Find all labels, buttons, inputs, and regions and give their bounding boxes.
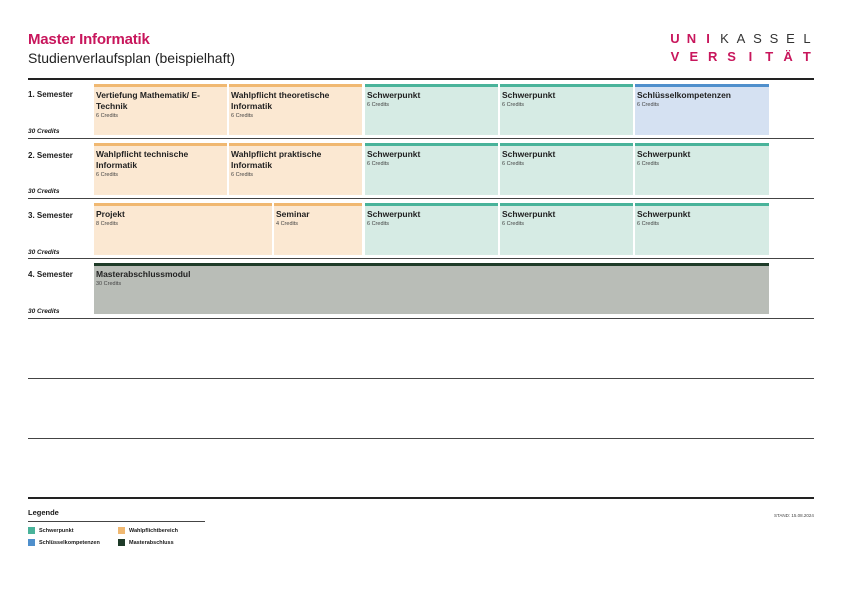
logo-letter: T: [765, 49, 774, 64]
module-title: Wahlpflicht praktische Informatik: [231, 149, 322, 170]
semester-label: 4. Semester: [28, 270, 73, 279]
logo-letter: Ä: [783, 49, 793, 64]
semester-label: 2. Semester: [28, 151, 73, 160]
logo-letter: V: [670, 49, 680, 64]
legend-swatch: [118, 539, 125, 546]
legend-item-wahlpflichtbereich: [118, 527, 178, 534]
logo-letter: K: [720, 31, 729, 46]
module-title: Schwerpunkt: [637, 209, 691, 219]
legend-swatch: [28, 527, 35, 534]
legend-label: Schlüsselkompetenzen: [39, 539, 100, 546]
stand-date: STAND: 15.08.2024: [774, 513, 814, 518]
module-projekt: [94, 203, 272, 255]
module-title: Schwerpunkt: [502, 90, 556, 100]
module-title: Wahlpflicht theoretische Informatik: [231, 90, 330, 111]
module-title: Schwerpunkt: [367, 149, 421, 159]
legend-label: Masterabschluss: [129, 539, 174, 546]
module-credits: 6 Credits: [367, 102, 390, 108]
logo-letter: E: [689, 49, 699, 64]
logo-letter: S: [727, 49, 736, 64]
logo-letter: S: [753, 31, 762, 46]
module-wahlpflicht-praktisch: [229, 143, 362, 195]
module-schwerpunkt: [500, 143, 633, 195]
module-title: Schwerpunkt: [367, 90, 421, 100]
legend-underline: [28, 521, 205, 522]
module-title: Schwerpunkt: [637, 149, 691, 159]
module-title: Seminar: [276, 209, 310, 219]
semester-label: 3. Semester: [28, 211, 73, 220]
semester-divider: [28, 138, 814, 139]
module-title: Schwerpunkt: [367, 209, 421, 219]
logo-letter: R: [707, 49, 718, 64]
semester-credits: 30 Credits: [28, 188, 60, 195]
module-credits: 6 Credits: [96, 113, 119, 119]
legend-item-schwerpunkt: [28, 527, 74, 534]
logo-letter: A: [736, 31, 746, 46]
empty-row-divider: [28, 438, 814, 439]
legend-title: Legende: [28, 508, 59, 517]
module-credits: 6 Credits: [367, 161, 390, 167]
module-seminar: [274, 203, 362, 255]
module-credits: 6 Credits: [96, 172, 119, 178]
module-schwerpunkt: [500, 203, 633, 255]
module-credits: 6 Credits: [637, 102, 660, 108]
module-wahlpflicht-technisch: [94, 143, 227, 195]
legend-label: Wahlpflichtbereich: [129, 527, 178, 534]
logo-letter: E: [786, 31, 795, 46]
module-schwerpunkt: [365, 84, 498, 135]
header-rule: [28, 78, 814, 80]
logo-letter: U: [670, 31, 680, 46]
module-credits: 6 Credits: [637, 221, 660, 227]
semester-credits: 30 Credits: [28, 308, 60, 315]
module-credits: 30 Credits: [96, 281, 122, 287]
legend-swatch: [118, 527, 125, 534]
module-title: Vertiefung Mathematik/ E-Technik: [96, 90, 200, 111]
module-title: Schwerpunkt: [502, 209, 556, 219]
module-credits: 6 Credits: [367, 221, 390, 227]
module-credits: 6 Credits: [502, 102, 525, 108]
module-schluesselkompetenzen: [635, 84, 769, 135]
semester-divider: [28, 258, 814, 259]
legend-swatch: [28, 539, 35, 546]
module-schwerpunkt: [635, 143, 769, 195]
page-subtitle: Studienverlaufsplan (beispielhaft): [28, 50, 236, 66]
legend-item-masterabschluss: [118, 539, 174, 546]
empty-row-divider: [28, 378, 814, 379]
module-credits: 6 Credits: [231, 172, 254, 178]
module-credits: 4 Credits: [276, 221, 299, 227]
legend-item-schluesselkompetenzen: [28, 539, 100, 546]
legend-label: Schwerpunkt: [39, 527, 74, 534]
module-vertiefung-mathematik: [94, 84, 227, 135]
module-schwerpunkt: [500, 84, 633, 135]
logo-letter: I: [706, 31, 710, 46]
module-title: Wahlpflicht technische Informatik: [96, 149, 189, 170]
legend-rule: [28, 497, 814, 499]
module-credits: 6 Credits: [502, 221, 525, 227]
semester-divider: [28, 318, 814, 319]
module-credits: 6 Credits: [231, 113, 254, 119]
semester-divider: [28, 198, 814, 199]
logo-letter: T: [802, 49, 811, 64]
page-title: Master Informatik: [28, 31, 150, 48]
module-credits: 6 Credits: [637, 161, 660, 167]
module-schwerpunkt: [365, 203, 498, 255]
module-wahlpflicht-theoretisch: [229, 84, 362, 135]
module-title: Schwerpunkt: [502, 149, 556, 159]
logo-letter: I: [748, 49, 753, 64]
module-schwerpunkt: [365, 143, 498, 195]
module-schwerpunkt: [635, 203, 769, 255]
module-title: Schlüsselkompetenzen: [637, 90, 732, 100]
logo-letter: L: [803, 31, 811, 46]
logo-letter: N: [686, 31, 697, 46]
semester-credits: 30 Credits: [28, 128, 60, 135]
module-credits: 6 Credits: [502, 161, 525, 167]
semester-label: 1. Semester: [28, 90, 73, 99]
module-credits: 8 Credits: [96, 221, 119, 227]
module-title: Masterabschlussmodul: [96, 269, 191, 279]
module-title: Projekt: [96, 209, 125, 219]
logo-letter: S: [769, 31, 779, 46]
module-masterabschlussmodul: [94, 263, 769, 314]
semester-credits: 30 Credits: [28, 249, 60, 256]
university-logo: [668, 30, 814, 66]
